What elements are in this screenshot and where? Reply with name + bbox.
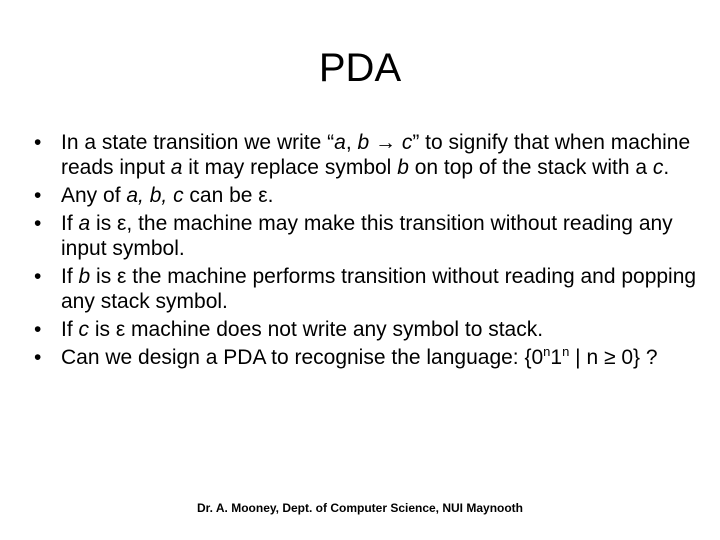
bullet-text xyxy=(61,212,673,260)
italic-run: a xyxy=(78,212,91,235)
bullet-list xyxy=(34,130,706,373)
italic-run: c xyxy=(652,156,664,179)
bullet-mark: • xyxy=(34,212,42,235)
bullet-item xyxy=(34,345,706,370)
italic-run: c xyxy=(78,318,90,341)
text-run: | n ≥ 0} ? xyxy=(569,346,658,369)
bullet-text xyxy=(61,318,543,341)
text-run: 1 xyxy=(550,346,563,369)
text-run: ” to signify that when machine reads input xyxy=(61,131,691,179)
text-run: If xyxy=(61,318,79,341)
text-run: on top of the stack with a xyxy=(408,156,653,179)
bullet-text xyxy=(61,131,690,179)
bullet-text xyxy=(61,265,696,313)
slide-title: PDA xyxy=(318,46,402,90)
superscript-run: n xyxy=(562,344,570,359)
bullet-text xyxy=(61,184,274,207)
slide-footer: Dr. A. Mooney, Dept. of Computer Science, NUI Maynooth xyxy=(196,501,524,515)
bullet-item xyxy=(34,183,706,208)
text-run: In a state transition we write “ xyxy=(61,131,335,154)
italic-run: a xyxy=(334,131,346,154)
italic-run: b xyxy=(397,156,409,179)
italic-run: a xyxy=(170,156,183,179)
text-run: If xyxy=(61,212,79,235)
bullet-mark: • xyxy=(34,184,42,207)
text-run: Any of xyxy=(61,184,127,207)
bullet-mark: • xyxy=(34,131,42,154)
text-run: it may replace symbol xyxy=(182,156,398,179)
text-run: is ε machine does not write any symbol to stack. xyxy=(89,318,544,341)
italic-run: b xyxy=(78,265,91,288)
bullet-item xyxy=(34,264,706,314)
bullet-mark: • xyxy=(34,318,42,341)
text-run: is ε the machine performs transition without reading and popping any stack symbol. xyxy=(61,265,697,313)
bullet-item xyxy=(34,130,706,180)
bullet-item xyxy=(34,211,706,261)
text-run: . xyxy=(663,156,670,179)
italic-run: a, b, c xyxy=(126,184,184,207)
text-run: , xyxy=(345,131,358,154)
bullet-mark: • xyxy=(34,265,42,288)
italic-run: b → c xyxy=(357,131,413,154)
bullet-text xyxy=(61,346,658,369)
text-run: Can we design a PDA to recognise the language: {0 xyxy=(61,346,544,369)
text-run: is ε, the machine may make this transition without reading any input symbol. xyxy=(61,212,673,260)
text-run: If xyxy=(61,265,79,288)
bullet-item xyxy=(34,317,706,342)
text-run: can be ε. xyxy=(183,184,274,207)
superscript-run: n xyxy=(543,344,551,359)
bullet-mark: • xyxy=(34,346,42,369)
